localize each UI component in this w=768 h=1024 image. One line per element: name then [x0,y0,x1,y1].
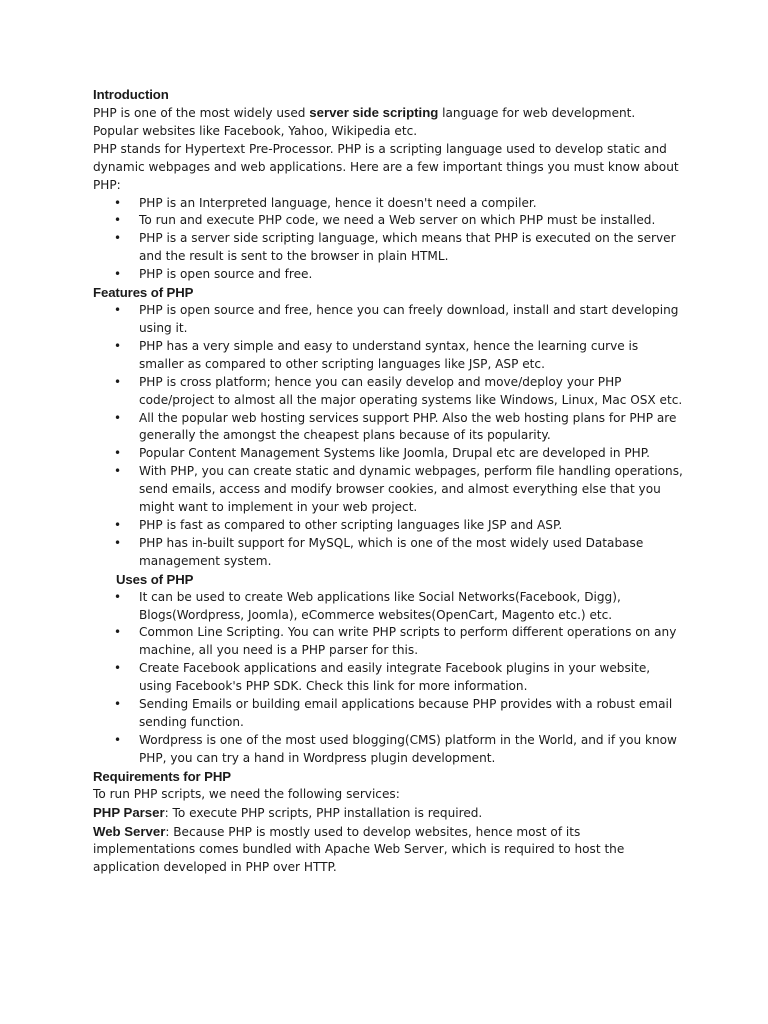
list-item [93,410,683,446]
list-item [93,266,683,284]
bullet-icon: • [114,464,122,479]
list-item-text: PHP is open source and free, hence you can freely download, install and start developing using it. [139,303,679,335]
list-item-text: PHP has a very simple and easy to understand syntax, hence the learning curve is smaller as compared to other scripting languages like JSP, ASP etc. [139,338,639,371]
list-item-text: PHP is an Interpreted language, hence it doesn't need a compiler. [139,195,537,210]
list-item [93,660,683,696]
list-item-text: To run and execute PHP code, we need a Web server on which PHP must be installed. [139,213,656,228]
uses-bullet-list [93,589,683,768]
list-item-text: PHP is open source and free. [139,267,313,282]
bullet-icon: • [114,697,122,712]
bullet-icon: • [114,231,122,246]
intro-paragraph-2: Popular websites like Facebook, Yahoo, Wikipedia etc. [93,123,418,138]
bullet-icon: • [114,410,122,425]
bullet-icon: • [114,213,122,228]
web-server-text: : Because PHP is mostly used to develop websites, hence most of its implementations comes bundled with Apache Web Server, which is required to host the application developed in PHP over HTTP. [93,824,625,875]
heading-uses: Uses of PHP [116,571,194,587]
heading-features: Features of PHP [93,285,194,301]
intro-p1-before: PHP is one of the most widely used [93,106,310,120]
bullet-icon: • [114,589,122,604]
list-item-text: Popular Content Management Systems like Joomla, Drupal etc are developed in PHP. [139,446,651,461]
intro-paragraph-1 [93,104,683,123]
list-item-text: With PHP, you can create static and dynamic webpages, perform file handling operations, send emails, access and modify browser cookies, and almost everything else that you might want to implement in your web project. [139,464,683,515]
list-item [93,230,683,266]
list-item [93,338,683,374]
bullet-icon: • [114,338,122,353]
intro-paragraph-3: PHP stands for Hypertext Pre-Processor. PHP is a scripting language used to develop static and dynamic webpages and web applications. Here are a few important things you must know about PHP: [93,141,679,192]
list-item [93,517,683,535]
bullet-icon: • [114,195,122,210]
features-bullet-list [93,302,683,571]
requirement-php-parser [93,804,683,823]
heading-introduction: Introduction [93,87,169,102]
requirements-intro: To run PHP scripts, we need the following services: [93,786,400,801]
php-parser-label: PHP Parser [93,804,165,820]
list-item [93,374,683,410]
document-body [93,86,683,877]
php-parser-text: : To execute PHP scripts, PHP installation is required. [164,805,483,820]
list-item-text: PHP is a server side scripting language, which means that PHP is executed on the server and the result is sent to the browser in plain HTML. [139,231,676,264]
list-item [93,463,683,517]
list-item [93,589,683,625]
list-item [93,732,683,768]
intro-p1-after: language for web development. [438,106,636,120]
list-item-text: It can be used to create Web applications like Social Networks(Facebook, Digg), Blogs(Wordpress, Joomla), eCommerce websites(OpenCart, Magento etc.) etc. [139,589,621,622]
bullet-icon: • [114,732,122,747]
list-item-text: Sending Emails or building email applications because PHP provides with a robust email sending function. [139,697,673,729]
web-server-label: Web Server [93,823,166,839]
list-item [93,302,683,338]
list-item-text: All the popular web hosting services support PHP. Also the web hosting plans for PHP are generally the amongst the cheapest plans because of its popularity. [139,410,677,443]
bullet-icon: • [114,661,122,676]
intro-bullet-list [93,195,683,285]
list-item-text: Common Line Scripting. You can write PHP scripts to perform different operations on any machine, all you need is a PHP parser for this. [139,625,677,658]
list-item [93,535,683,571]
list-item-text: PHP is fast as compared to other scripting languages like JSP and ASP. [139,517,563,532]
list-item [93,696,683,732]
list-item-text: PHP is cross platform; hence you can easily develop and move/deploy your PHP code/project to almost all the major operating systems like Windows, Linux, Mac OSX etc. [139,374,683,407]
list-item-text: Wordpress is one of the most used blogging(CMS) platform in the World, and if you know PHP, you can try a hand in Wordpress plugin development. [139,732,677,765]
list-item [93,195,683,213]
intro-p1-strong: server side scripting [309,105,439,120]
bullet-icon: • [114,535,122,550]
bullet-icon: • [114,517,122,532]
requirement-web-server [93,823,683,878]
bullet-icon: • [114,267,122,282]
bullet-icon: • [114,303,122,318]
list-item [93,624,683,660]
list-item [93,445,683,463]
bullet-icon: • [114,446,122,461]
list-item-text: Create Facebook applications and easily integrate Facebook plugins in your website, using Facebook's PHP SDK. Check this link for more information. [139,661,651,694]
list-item-text: PHP has in-built support for MySQL, which is one of the most widely used Database management system. [139,535,644,568]
list-item [93,212,683,230]
heading-requirements: Requirements for PHP [93,768,231,784]
bullet-icon: • [114,625,122,640]
bullet-icon: • [114,374,122,389]
